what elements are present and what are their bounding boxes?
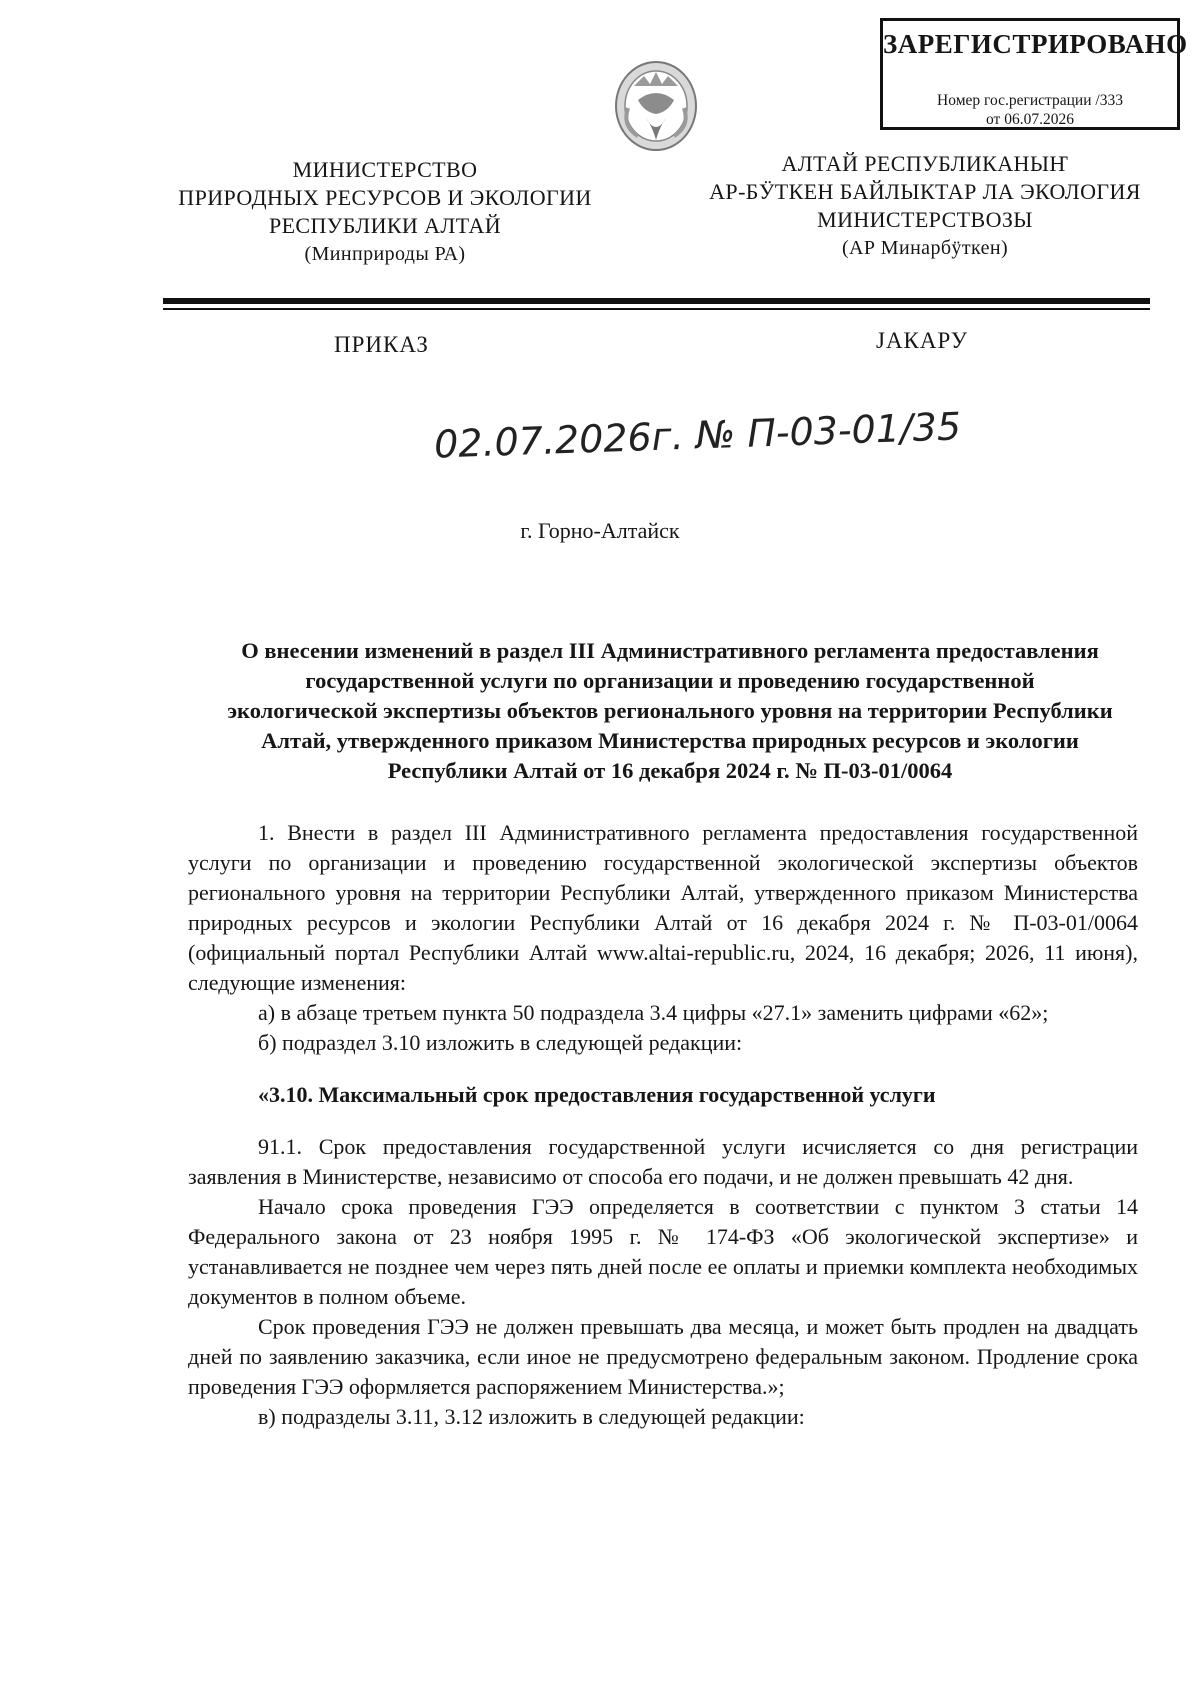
title-line: Республики Алтай от 16 декабря 2024 г. № П-03-01/0064 bbox=[387, 758, 953, 783]
paragraph-gee-start: Начало срока проведения ГЭЭ определяется в соответствии с пунктом 3 статьи 14 Федерального закона от 23 ноября 1995 г. № 174-ФЗ «Об экологической экспертизе» и устанавливается не позднее чем через пять дней после ее оплаты и приемки комплекта необходимых документов в полном объеме. bbox=[188, 1194, 1138, 1309]
header-left-line-2: ПРИРОДНЫХ РЕСУРСОВ И ЭКОЛОГИИ bbox=[178, 185, 592, 210]
header-right-line-3: МИНИСТЕРСТВОЗЫ bbox=[817, 207, 1033, 232]
title-line: экологической экспертизы объектов регионального уровня на территории Республики bbox=[227, 698, 1113, 723]
header-divider-thin bbox=[163, 308, 1150, 310]
handwritten-date-number bbox=[430, 400, 990, 470]
title-line: О внесении изменений в раздел III Административного регламента предоставления bbox=[241, 638, 1099, 663]
header-right-line-2: АР-БӰТКЕН БАЙЛЫКТАР ЛА ЭКОЛОГИЯ bbox=[709, 179, 1141, 204]
stamp-title: ЗАРЕГИСТРИРОВАНО bbox=[883, 29, 1188, 59]
paragraph-item-1: 1. Внести в раздел III Административного регламента предоставления государственной услуги по организации и проведению государственной экологической экспертизы объектов регионального уровня на территории Республики Алтай, утвержденного приказом Министерства природных ресурсов и экологии Республики Алтай от 16 декабря 2024 г. № П-03-01/0064 (официальный портал Республики Алтай www.altai-republic.ru, 2024, 16 декабря; 2026, 11 июня), следующие изменения: bbox=[188, 820, 1138, 995]
header-left-line-1: МИНИСТЕРСТВО bbox=[292, 157, 478, 182]
stamp-line-2: от 06.07.2026 bbox=[986, 111, 1074, 128]
paragraph-subitem-b: б) подраздел 3.10 изложить в следующей редакции: bbox=[258, 1030, 743, 1055]
document-body bbox=[188, 818, 1138, 1432]
header-left-abbreviation: (Минприроды РА) bbox=[304, 243, 466, 265]
city-name: г. Горно-Алтайск bbox=[520, 518, 680, 543]
header-right-abbreviation: (АР Минарбӱткен) bbox=[841, 237, 1009, 259]
stamp-line-1: Номер гос.регистрации /333 bbox=[937, 92, 1123, 109]
paragraph-subitem-v: в) подразделы 3.11, 3.12 изложить в следующей редакции: bbox=[258, 1404, 805, 1429]
paragraph-subitem-a: а) в абзаце третьем пункта 50 подраздела 3.4 цифры «27.1» заменить цифрами «62»; bbox=[258, 1000, 1049, 1025]
paragraph-91-1: 91.1. Срок предоставления государственной услуги исчисляется со дня регистрации заявления в Министерстве, независимо от способа его подачи, и не должен превышать 42 дня. bbox=[188, 1134, 1138, 1189]
header-divider-thick bbox=[163, 298, 1150, 304]
ministry-header-russian bbox=[160, 156, 610, 268]
title-line: Алтай, утвержденного приказом Министерства природных ресурсов и экологии bbox=[261, 728, 1079, 753]
republic-emblem-icon bbox=[608, 56, 704, 156]
handwritten-date-number-text: 02.07.2026г. № П-03-01/35 bbox=[433, 404, 962, 467]
order-label-russian: ПРИКАЗ bbox=[334, 332, 429, 357]
order-label-altai: ЈАКАРУ bbox=[876, 328, 969, 353]
document-title bbox=[190, 636, 1150, 786]
registration-stamp bbox=[880, 18, 1188, 130]
header-right-line-1: АЛТАЙ РЕСПУБЛИКАНЫҤ bbox=[781, 151, 1069, 176]
stamp-registration-number bbox=[883, 91, 1177, 129]
title-line: государственной услуги по организации и проведению государственной bbox=[305, 668, 1035, 693]
subsection-heading-3-10: «3.10. Максимальный срок предоставления государственной услуги bbox=[258, 1082, 936, 1107]
header-left-line-3: РЕСПУБЛИКИ АЛТАЙ bbox=[268, 213, 502, 238]
paragraph-gee-duration: Срок проведения ГЭЭ не должен превышать два месяца, и может быть продлен на двадцать дней по заявлению заказчика, если иное не предусмотрено федеральным законом. Продление срока проведения ГЭЭ оформляется распоряжением Министерства.»; bbox=[188, 1314, 1138, 1399]
ministry-header-altai bbox=[690, 150, 1160, 262]
